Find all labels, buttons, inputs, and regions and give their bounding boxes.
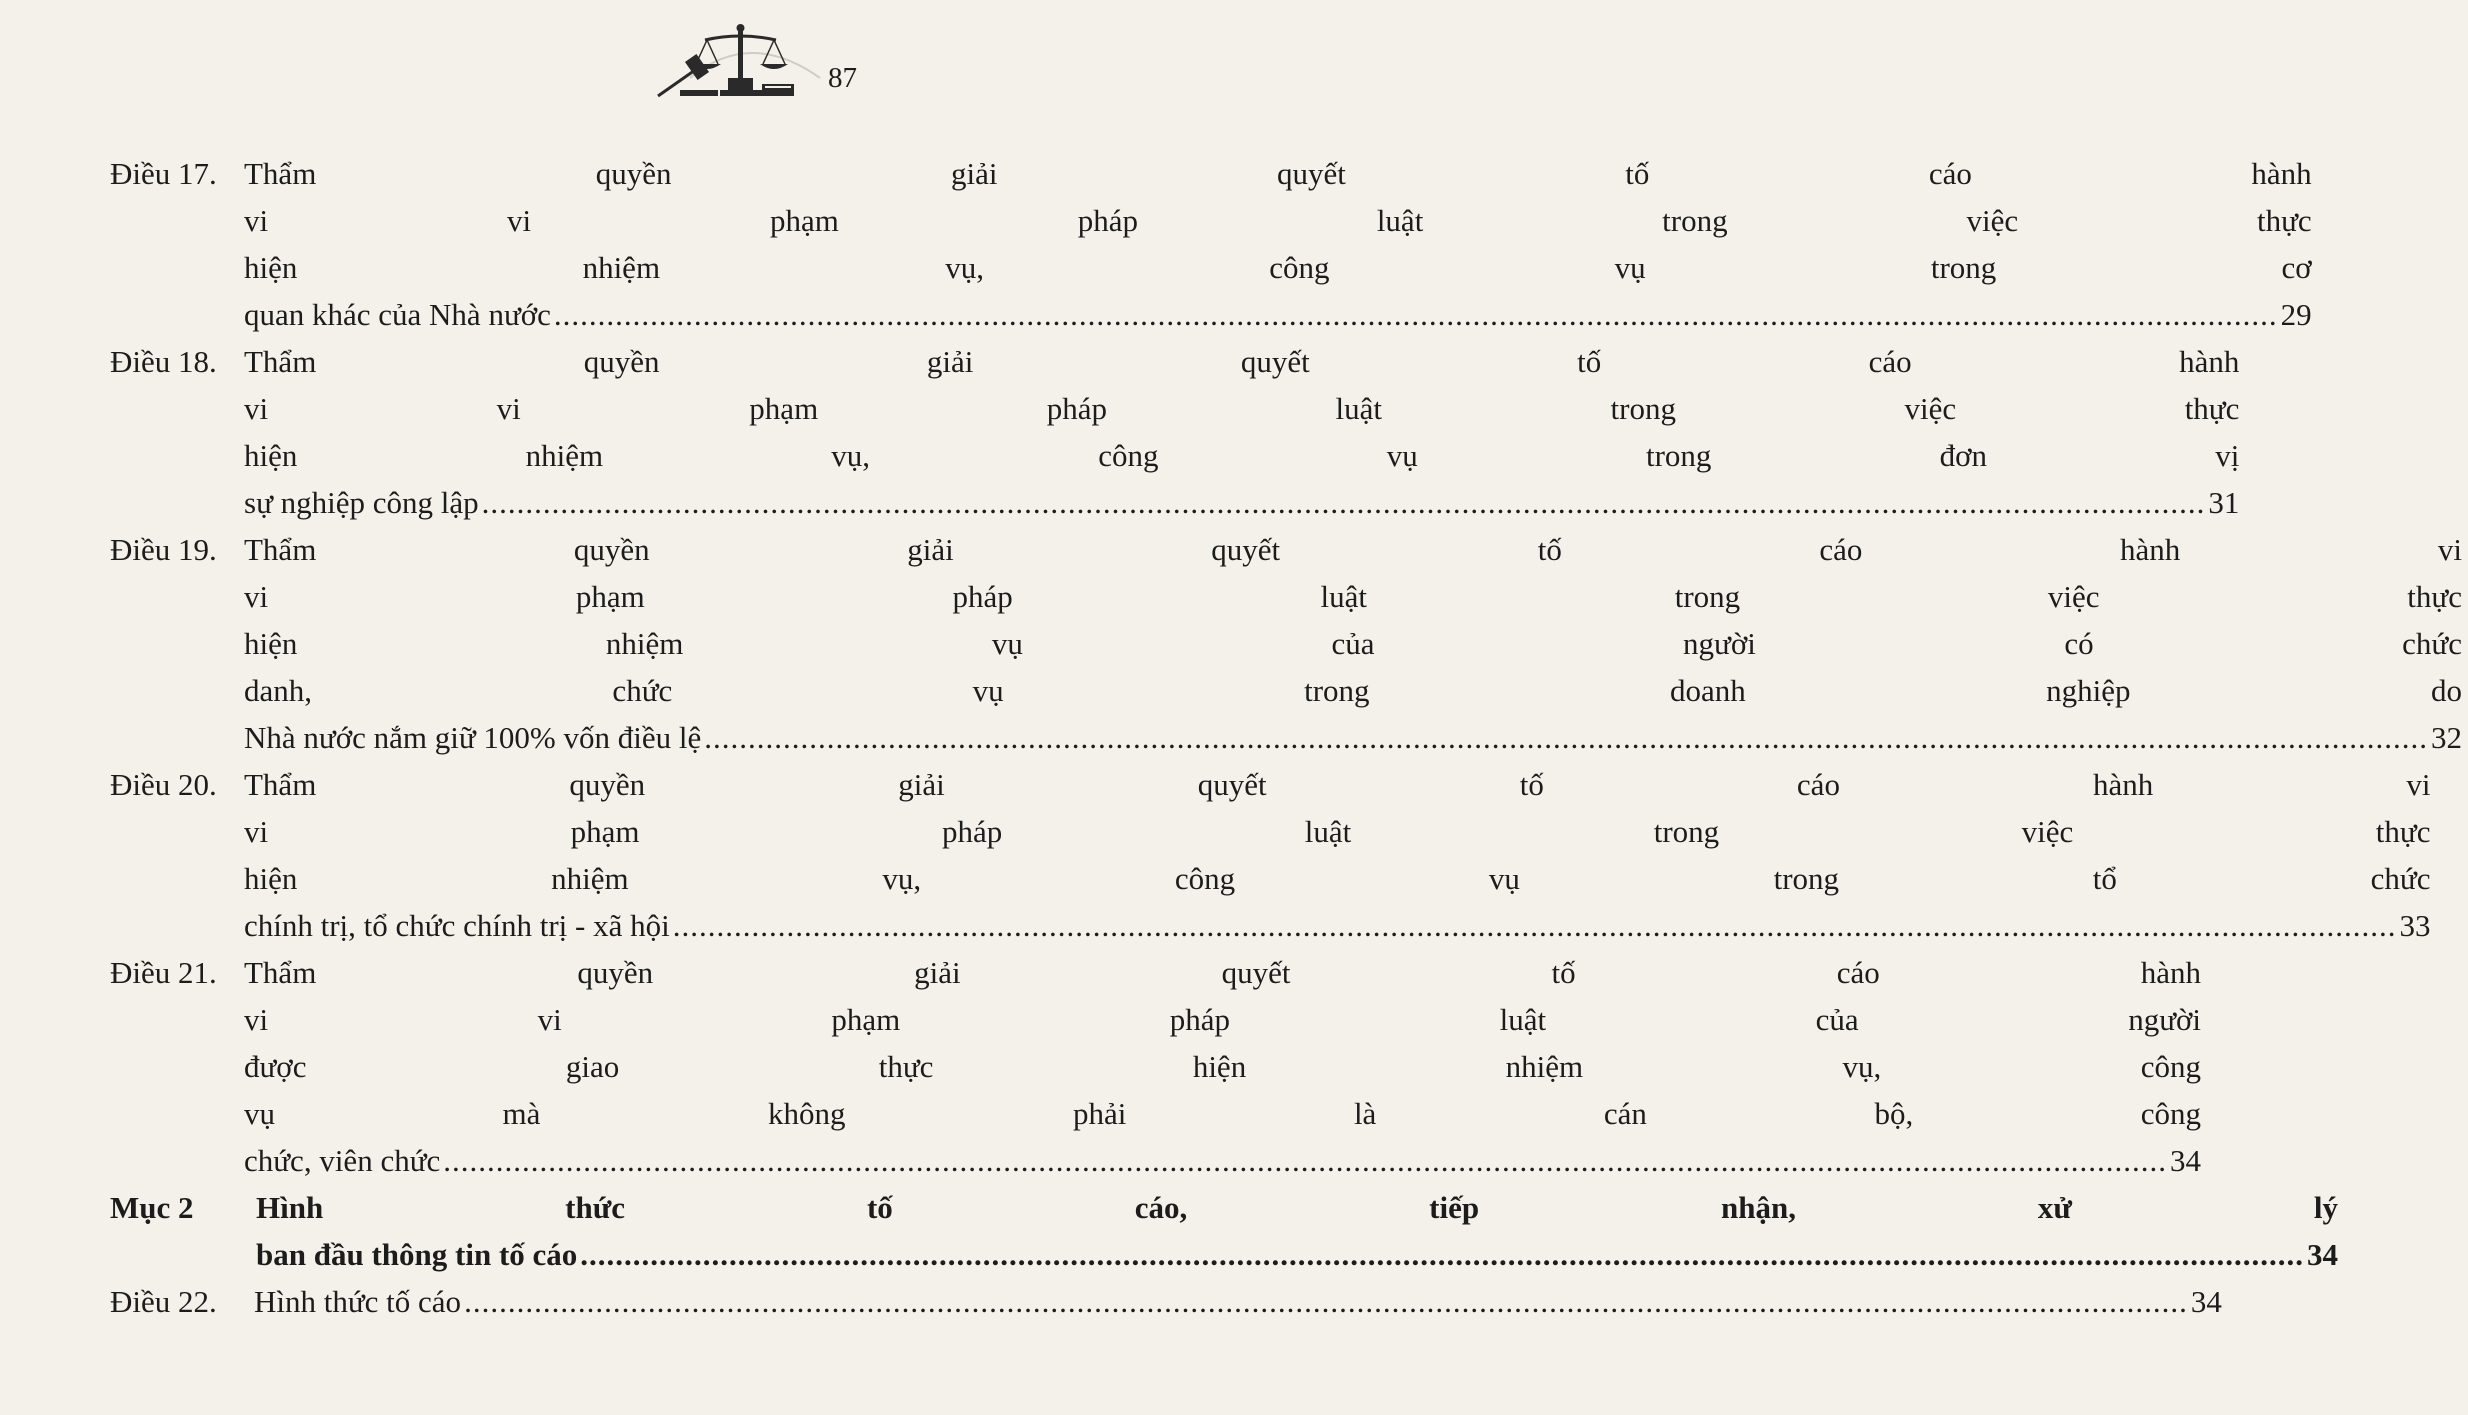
toc-entry-line: vụ mà không phải là cán bộ, công — [244, 1096, 2202, 1131]
toc-entry-page: 29 — [2280, 297, 2312, 332]
toc-entry-line: vi vi phạm pháp luật trong việc thực — [244, 391, 2240, 426]
toc-entry-line: Thẩm quyền giải quyết tố cáo hành vi — [244, 767, 2431, 802]
toc-entry-last-line: sự nghiệp công lập — [244, 485, 479, 520]
toc-entry-dieu-17[interactable] — [110, 150, 2312, 338]
toc-entry-label: Điều 17. — [110, 156, 217, 191]
toc-entry-label: Điều 19. — [110, 532, 217, 567]
toc-entry-last-line: Hình thức tố cáo — [254, 1284, 462, 1319]
toc-entry-label: Điều 18. — [110, 344, 217, 379]
table-of-contents — [110, 150, 2462, 1325]
toc-section-last-line: ban đầu thông tin tố cáo — [256, 1237, 578, 1272]
toc-entry-line: hiện nhiệm vụ của người có chức — [244, 626, 2462, 661]
toc-section-muc-2[interactable] — [110, 1184, 2339, 1278]
toc-entry-page: 33 — [2399, 908, 2431, 943]
toc-entry-dieu-21[interactable] — [110, 949, 2202, 1184]
dot-leader — [580, 1231, 2304, 1278]
toc-entry-label: Điều 20. — [110, 767, 217, 802]
toc-entry-dieu-18[interactable] — [110, 338, 2240, 526]
dot-leader — [443, 1137, 2167, 1184]
toc-entry-line: vi vi phạm pháp luật trong việc thực — [244, 203, 2312, 238]
scales-of-justice-gavel-icon — [650, 18, 830, 106]
toc-entry-label: Điều 21. — [110, 955, 217, 990]
toc-entry-last-line: chính trị, tổ chức chính trị - xã hội — [244, 908, 670, 943]
toc-entry-last-line: quan khác của Nhà nước — [244, 297, 551, 332]
dot-leader — [673, 902, 2397, 949]
toc-entry-last-line: chức, viên chức — [244, 1143, 441, 1178]
toc-entry-line: vi phạm pháp luật trong việc thực — [244, 814, 2431, 849]
toc-entry-line: Thẩm quyền giải quyết tố cáo hành vi — [244, 532, 2462, 567]
toc-entry-line: được giao thực hiện nhiệm vụ, công — [244, 1049, 2202, 1084]
dot-leader — [464, 1278, 2188, 1325]
toc-entry-line: Thẩm quyền giải quyết tố cáo hành — [244, 955, 2202, 990]
dot-leader — [482, 479, 2206, 526]
dot-leader — [554, 291, 2278, 338]
toc-entry-line: danh, chức vụ trong doanh nghiệp do — [244, 673, 2462, 708]
toc-section-label: Mục 2 — [110, 1190, 194, 1225]
toc-entry-last-line: Nhà nước nắm giữ 100% vốn điều lệ — [244, 720, 702, 755]
toc-entry-line: vi vi phạm pháp luật của người — [244, 1002, 2202, 1037]
toc-entry-dieu-20[interactable] — [110, 761, 2431, 949]
toc-entry-line: Thẩm quyền giải quyết tố cáo hành — [244, 156, 2312, 191]
toc-entry-line: hiện nhiệm vụ, công vụ trong đơn vị — [244, 438, 2240, 473]
dot-leader — [704, 714, 2428, 761]
toc-entry-dieu-19[interactable] — [110, 526, 2462, 761]
toc-entry-line: vi phạm pháp luật trong việc thực — [244, 579, 2462, 614]
toc-entry-line: hiện nhiệm vụ, công vụ trong cơ — [244, 250, 2312, 285]
toc-entry-line: Thẩm quyền giải quyết tố cáo hành — [244, 344, 2240, 379]
page-number: 87 — [828, 62, 857, 94]
toc-entry-page: 32 — [2430, 720, 2462, 755]
toc-section-page: 34 — [2307, 1237, 2339, 1272]
toc-entry-page: 31 — [2208, 485, 2240, 520]
toc-entry-page: 34 — [2190, 1284, 2222, 1319]
toc-entry-label: Điều 22. — [110, 1284, 217, 1319]
toc-entry-dieu-22[interactable] — [110, 1278, 2222, 1325]
toc-entry-line: hiện nhiệm vụ, công vụ trong tổ chức — [244, 861, 2431, 896]
toc-entry-page: 34 — [2170, 1143, 2202, 1178]
toc-section-line: Hình thức tố cáo, tiếp nhận, xử lý — [256, 1190, 2339, 1225]
